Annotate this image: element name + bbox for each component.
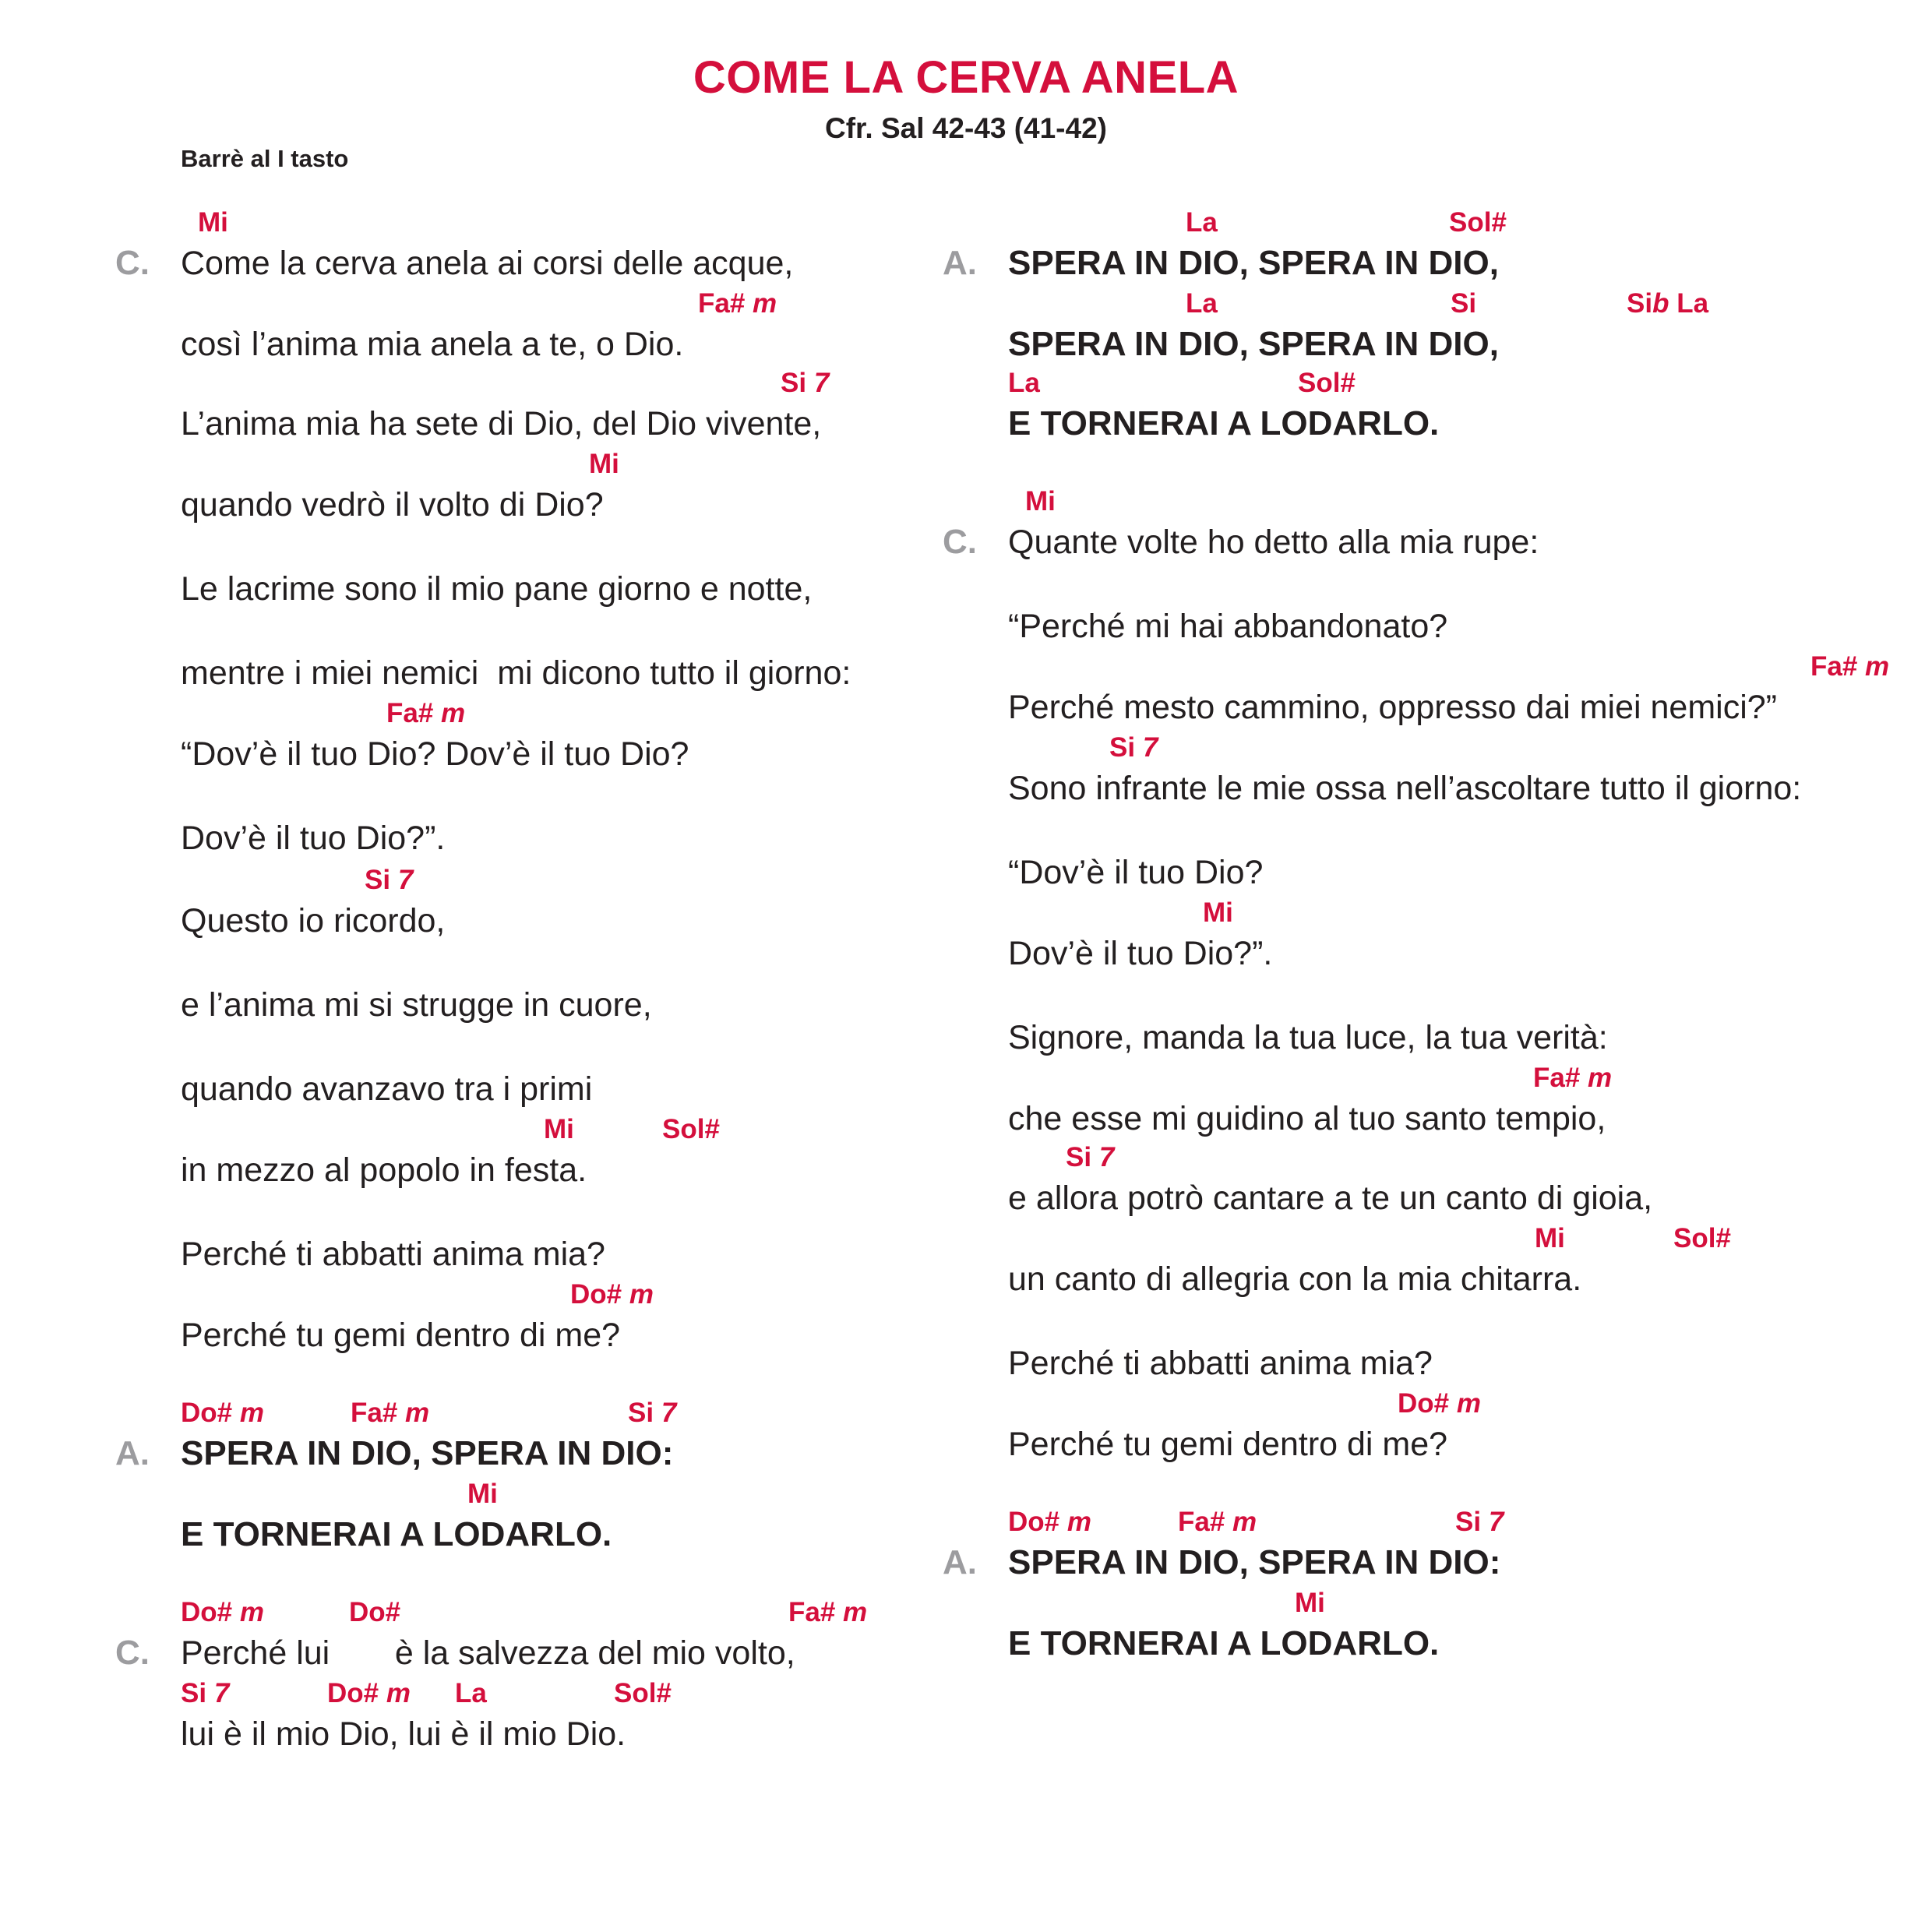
chord: Sib La [1627,288,1709,319]
chord: La [1186,207,1218,238]
lyric-text: Quante volte ho detto alla mia rupe: [1008,524,1539,561]
chord: Fa# m [1533,1063,1613,1093]
section-marker: C. [943,523,977,561]
refrain-text: SPERA IN DIO, SPERA IN DIO: [1008,1543,1501,1581]
chord: Mi [1025,486,1056,516]
chord: Do# m [181,1597,264,1627]
chord: Si 7 [365,865,414,895]
lyric-text: “Dov’è il tuo Dio? Dov’è il tuo Dio? [181,735,689,773]
song-subtitle: Cfr. Sal 42-43 (41-42) [825,112,1107,144]
chord: La [1186,288,1218,319]
lyric-text: un canto di allegria con la mia chitarra. [1008,1260,1582,1298]
song-title: COME LA CERVA ANELA [693,52,1239,103]
refrain-text: SPERA IN DIO, SPERA IN DIO, [1008,244,1499,282]
lyric-text: Sono infrante le mie ossa nell’ascoltare tutto il giorno: [1008,770,1802,807]
chord: Mi [1295,1588,1325,1618]
lyric-text: Perché ti abbatti anima mia? [1008,1345,1433,1382]
chord: La [455,1678,487,1708]
lyric-text: in mezzo al popolo in festa. [181,1151,587,1189]
refrain-text: E TORNERAI A LODARLO. [181,1515,612,1553]
chord: La [1008,368,1040,398]
lyric-text: Perché mesto cammino, oppresso dai miei nemici?” [1008,689,1778,726]
lyric-text: Dov’è il tuo Dio?”. [1008,935,1273,972]
lyric-text: Dov’è il tuo Dio?”. [181,820,446,857]
chord: Do# m [570,1279,654,1310]
chord: Mi [589,449,619,479]
chord: Sol# [614,1678,672,1708]
section-marker: C. [115,244,150,282]
chord: Fa# m [698,288,777,319]
capo-note: Barrè al I tasto [181,145,349,172]
chord: Si 7 [781,368,830,398]
chord: Fa# m [351,1398,430,1428]
lyric-text: Questo io ricordo, [181,902,446,940]
chord: Fa# m [1178,1507,1257,1537]
chord: Sol# [662,1114,720,1144]
section-marker: A. [943,1543,977,1581]
lyric-text: mentre i miei nemici mi dicono tutto il giorno: [181,654,851,692]
lyric-text: Perché lui è la salvezza del mio volto, [181,1634,795,1672]
lyric-text: lui è il mio Dio, lui è il mio Dio. [181,1715,626,1753]
chord: Do# m [327,1678,411,1708]
chord: Sol# [1449,207,1507,238]
chord: Si 7 [181,1678,230,1708]
lyric-text: e allora potrò cantare a te un canto di gioia, [1008,1179,1653,1217]
refrain-text: SPERA IN DIO, SPERA IN DIO, [1008,325,1499,363]
chord: Si [1451,288,1477,319]
chord: Do# m [1398,1388,1481,1419]
section-marker: A. [943,244,977,282]
lyric-text: quando avanzavo tra i primi [181,1070,593,1108]
chord: Mi [1535,1223,1565,1253]
chord: Fa# m [1810,651,1890,682]
refrain-text: SPERA IN DIO, SPERA IN DIO: [181,1434,674,1472]
lyric-text: “Dov’è il tuo Dio? [1008,854,1264,891]
chord: Fa# m [788,1597,868,1627]
section-marker: A. [115,1434,150,1472]
lyric-text: Come la cerva anela ai corsi delle acque, [181,245,794,282]
lyric-text: Perché tu gemi dentro di me? [1008,1426,1448,1463]
section-marker: C. [115,1634,150,1672]
chord: Mi [1203,897,1233,928]
lyric-text: così l’anima mia anela a te, o Dio. [181,326,684,363]
lyric-text: e l’anima mi si strugge in cuore, [181,986,652,1024]
lyric-text: Le lacrime sono il mio pane giorno e notte, [181,570,813,608]
chord: Mi [198,207,228,238]
chord: Do# [349,1597,401,1627]
lyric-text: che esse mi guidino al tuo santo tempio, [1008,1100,1606,1137]
chord: Si 7 [1066,1142,1115,1172]
lyric-text: Perché ti abbatti anima mia? [181,1236,605,1273]
lyric-text: Signore, manda la tua luce, la tua verità: [1008,1019,1608,1056]
chord: Do# m [181,1398,264,1428]
chord: Sol# [1673,1223,1731,1253]
lyric-text: quando vedrò il volto di Dio? [181,486,604,524]
chord: Fa# m [386,698,466,728]
lyric-text: Perché tu gemi dentro di me? [181,1317,621,1354]
chord: Si 7 [1455,1507,1504,1537]
chord: Si 7 [628,1398,677,1428]
refrain-text: E TORNERAI A LODARLO. [1008,1624,1440,1662]
chord: Sol# [1298,368,1356,398]
chord: Mi [544,1114,574,1144]
chord: Mi [467,1479,498,1509]
chord: Si 7 [1109,732,1158,763]
lyric-text: L’anima mia ha sete di Dio, del Dio vivente, [181,405,822,442]
chord: Do# m [1008,1507,1091,1537]
refrain-text: E TORNERAI A LODARLO. [1008,404,1440,442]
lyric-text: “Perché mi hai abbandonato? [1008,608,1448,645]
